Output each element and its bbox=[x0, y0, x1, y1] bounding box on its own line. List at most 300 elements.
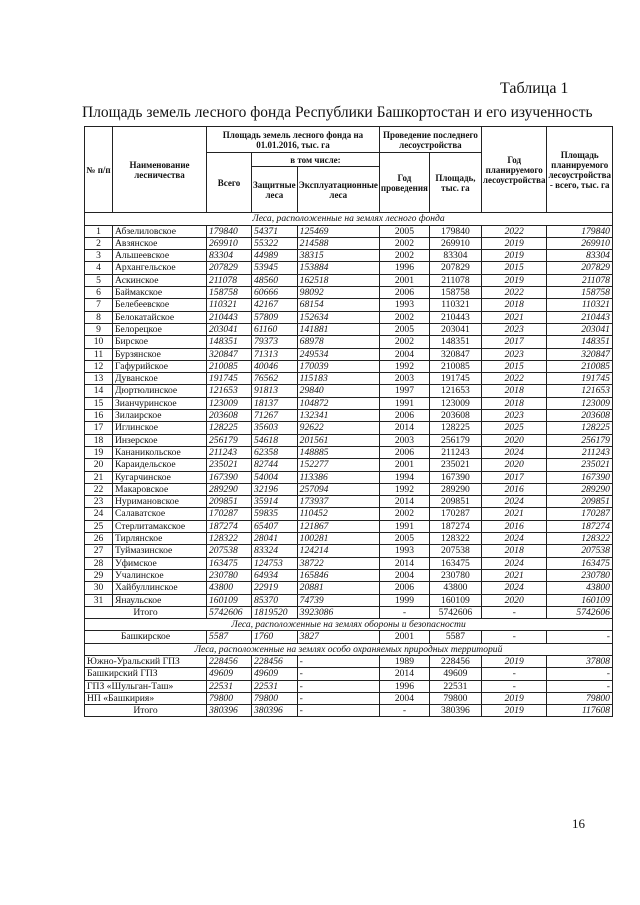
table-cell: 173937 bbox=[297, 496, 379, 508]
table-cell: 110321 bbox=[547, 299, 613, 311]
table-cell: 128225 bbox=[207, 422, 252, 434]
table-cell: 1996 bbox=[379, 680, 429, 692]
table-cell: 79800 bbox=[252, 692, 298, 704]
table-cell: 2006 bbox=[379, 582, 429, 594]
table-row bbox=[85, 237, 613, 249]
table-cell: 2001 bbox=[379, 274, 429, 286]
table-row bbox=[85, 225, 613, 237]
table-cell: 320847 bbox=[207, 348, 252, 360]
table-cell: 123009 bbox=[429, 397, 481, 409]
table-cell: 2020 bbox=[481, 594, 547, 606]
table-cell: 148351 bbox=[429, 336, 481, 348]
table-row bbox=[85, 705, 613, 717]
table-cell: 160109 bbox=[207, 594, 252, 606]
table-cell: 170287 bbox=[207, 508, 252, 520]
table-cell: 16 bbox=[85, 410, 113, 422]
table-cell: 2018 bbox=[481, 397, 547, 409]
table-cell: 207829 bbox=[207, 262, 252, 274]
table-cell: 209851 bbox=[429, 496, 481, 508]
table-cell: Янаульское bbox=[113, 594, 207, 606]
table-cell: 20 bbox=[85, 459, 113, 471]
table-cell: 44989 bbox=[252, 250, 298, 262]
table-cell: Абзелиловское bbox=[113, 225, 207, 237]
table-cell: 2014 bbox=[379, 557, 429, 569]
table-cell: 27 bbox=[85, 545, 113, 557]
table-cell: 6 bbox=[85, 287, 113, 299]
table-cell: 2002 bbox=[379, 336, 429, 348]
table-row bbox=[85, 533, 613, 545]
table-cell: - bbox=[547, 680, 613, 692]
table-cell: 121653 bbox=[547, 385, 613, 397]
table-cell: 203041 bbox=[547, 323, 613, 335]
table-cell: 2014 bbox=[379, 496, 429, 508]
table-cell: Дюртюлинское bbox=[113, 385, 207, 397]
table-cell: 269910 bbox=[207, 237, 252, 249]
table-cell: 209851 bbox=[547, 496, 613, 508]
table-cell: 203608 bbox=[547, 410, 613, 422]
table-cell: 2015 bbox=[481, 360, 547, 372]
table-cell: 128322 bbox=[547, 533, 613, 545]
table-cell: 289290 bbox=[207, 483, 252, 495]
table-cell: 148885 bbox=[297, 446, 379, 458]
table-cell: - bbox=[297, 655, 379, 667]
table-cell: 160109 bbox=[547, 594, 613, 606]
table-cell: 2004 bbox=[379, 348, 429, 360]
table-cell: 162518 bbox=[297, 274, 379, 286]
table-cell: 211078 bbox=[207, 274, 252, 286]
table-cell: 49609 bbox=[252, 668, 298, 680]
table-cell: 210443 bbox=[547, 311, 613, 323]
table-cell: 2019 bbox=[481, 655, 547, 667]
table-cell: Аскинское bbox=[113, 274, 207, 286]
table-cell: 210443 bbox=[207, 311, 252, 323]
table-cell: 85370 bbox=[252, 594, 298, 606]
table-cell: Нуримановское bbox=[113, 496, 207, 508]
table-row bbox=[85, 655, 613, 667]
table-cell: 13 bbox=[85, 373, 113, 385]
table-cell: 38722 bbox=[297, 557, 379, 569]
table-cell: 79800 bbox=[429, 692, 481, 704]
table-cell: 124214 bbox=[297, 545, 379, 557]
table-cell: 1760 bbox=[252, 631, 298, 643]
table-cell: Архангельское bbox=[113, 262, 207, 274]
table-cell: 228456 bbox=[252, 655, 298, 667]
header-year: Год проведения bbox=[379, 153, 429, 213]
table-cell: 14 bbox=[85, 385, 113, 397]
table-cell: Баймакское bbox=[113, 287, 207, 299]
table-cell: 20881 bbox=[297, 582, 379, 594]
table-cell: 76562 bbox=[252, 373, 298, 385]
table-cell: 187274 bbox=[547, 520, 613, 532]
table-cell: 2017 bbox=[481, 336, 547, 348]
table-cell: 2006 bbox=[379, 410, 429, 422]
table-cell: 2020 bbox=[481, 459, 547, 471]
table-cell: Стерлитамакское bbox=[113, 520, 207, 532]
table-cell: 228456 bbox=[429, 655, 481, 667]
table-cell: - bbox=[297, 705, 379, 717]
table-row bbox=[85, 668, 613, 680]
table-cell: 1989 bbox=[379, 655, 429, 667]
table-cell: 7 bbox=[85, 299, 113, 311]
table-cell: 1991 bbox=[379, 520, 429, 532]
table-cell: 2024 bbox=[481, 496, 547, 508]
table-cell: 207829 bbox=[547, 262, 613, 274]
table-cell: 2025 bbox=[481, 422, 547, 434]
table-cell: 211243 bbox=[429, 446, 481, 458]
table-cell: 61160 bbox=[252, 323, 298, 335]
table-cell: 2005 bbox=[379, 323, 429, 335]
table-cell: 2022 bbox=[481, 373, 547, 385]
table-cell: 2024 bbox=[481, 582, 547, 594]
table-cell: 62358 bbox=[252, 446, 298, 458]
table-cell: Итого bbox=[85, 606, 207, 618]
table-cell: 113386 bbox=[297, 471, 379, 483]
table-cell: 2019 bbox=[481, 705, 547, 717]
table-cell: 152277 bbox=[297, 459, 379, 471]
table-cell: 121653 bbox=[207, 385, 252, 397]
table-row bbox=[85, 594, 613, 606]
table-cell: 110321 bbox=[429, 299, 481, 311]
header-name: Наименование лесничества bbox=[113, 127, 207, 213]
table-cell: - bbox=[481, 668, 547, 680]
table-cell: - bbox=[547, 668, 613, 680]
table-cell: 2020 bbox=[481, 434, 547, 446]
table-cell: Макаровское bbox=[113, 483, 207, 495]
table-cell: 211078 bbox=[429, 274, 481, 286]
table-cell: 5742606 bbox=[429, 606, 481, 618]
table-cell: 235021 bbox=[429, 459, 481, 471]
table-cell: 191745 bbox=[207, 373, 252, 385]
table-cell: 2003 bbox=[379, 373, 429, 385]
table-cell: 110321 bbox=[207, 299, 252, 311]
table-cell: 59835 bbox=[252, 508, 298, 520]
table-cell: 2006 bbox=[379, 446, 429, 458]
table-cell: 5 bbox=[85, 274, 113, 286]
table-cell: 2014 bbox=[379, 668, 429, 680]
table-cell: 25 bbox=[85, 520, 113, 532]
table-row bbox=[85, 397, 613, 409]
table-row bbox=[85, 262, 613, 274]
table-cell: 2018 bbox=[481, 385, 547, 397]
table-cell: - bbox=[481, 680, 547, 692]
table-cell: Итого bbox=[85, 705, 207, 717]
table-cell: Иглинское bbox=[113, 422, 207, 434]
table-cell: 115183 bbox=[297, 373, 379, 385]
table-row bbox=[85, 557, 613, 569]
table-cell: 2 bbox=[85, 237, 113, 249]
table-cell: 15 bbox=[85, 397, 113, 409]
table-cell: 228456 bbox=[207, 655, 252, 667]
table-cell: 12 bbox=[85, 360, 113, 372]
table-cell: 74739 bbox=[297, 594, 379, 606]
table-row bbox=[85, 299, 613, 311]
table-cell: 179840 bbox=[547, 225, 613, 237]
table-cell: 83304 bbox=[429, 250, 481, 262]
table-cell: 18 bbox=[85, 434, 113, 446]
table-cell: 98092 bbox=[297, 287, 379, 299]
table-cell: 235021 bbox=[207, 459, 252, 471]
header-area-group: Площадь земель лесного фонда на 01.01.2016, тыс. га bbox=[207, 127, 380, 153]
table-cell: Зилаирское bbox=[113, 410, 207, 422]
table-cell: 148351 bbox=[547, 336, 613, 348]
table-cell: - bbox=[379, 606, 429, 618]
table-cell: 152634 bbox=[297, 311, 379, 323]
table-cell: 1993 bbox=[379, 545, 429, 557]
table-cell: 2024 bbox=[481, 446, 547, 458]
table-row bbox=[85, 496, 613, 508]
table-cell: 1993 bbox=[379, 299, 429, 311]
table-row bbox=[85, 422, 613, 434]
table-cell: 43800 bbox=[547, 582, 613, 594]
table-cell: 158758 bbox=[207, 287, 252, 299]
table-cell: Кугарчинское bbox=[113, 471, 207, 483]
table-cell: - bbox=[297, 680, 379, 692]
table-row bbox=[85, 323, 613, 335]
header-planned-year: Год планируемого лесоустройства bbox=[481, 127, 547, 213]
table-cell: 30 bbox=[85, 582, 113, 594]
table-cell: Дуванское bbox=[113, 373, 207, 385]
table-row bbox=[85, 348, 613, 360]
table-cell: 2015 bbox=[481, 262, 547, 274]
table-cell: Леса, расположенные на землях особо охраняемых природных территорий bbox=[85, 643, 613, 655]
table-cell: - bbox=[379, 705, 429, 717]
table-cell: 257094 bbox=[297, 483, 379, 495]
header-planned-area: Площадь планируемого лесоустройства - всего, тыс. га bbox=[547, 127, 613, 213]
table-row bbox=[85, 250, 613, 262]
table-cell: 163475 bbox=[547, 557, 613, 569]
table-cell: 2019 bbox=[481, 250, 547, 262]
table-cell: 207538 bbox=[547, 545, 613, 557]
header-total: Всего bbox=[207, 153, 252, 213]
table-cell: - bbox=[297, 668, 379, 680]
table-cell: 49609 bbox=[429, 668, 481, 680]
table-row bbox=[85, 692, 613, 704]
table-cell: 158758 bbox=[547, 287, 613, 299]
table-cell: 29 bbox=[85, 569, 113, 581]
table-cell: 32196 bbox=[252, 483, 298, 495]
table-cell: Авзянское bbox=[113, 237, 207, 249]
table-cell: Зианчуринское bbox=[113, 397, 207, 409]
table-cell: 170287 bbox=[547, 508, 613, 520]
table-cell: 163475 bbox=[207, 557, 252, 569]
table-cell: 1996 bbox=[379, 262, 429, 274]
table-cell: 123009 bbox=[547, 397, 613, 409]
table-cell: 104872 bbox=[297, 397, 379, 409]
table-row bbox=[85, 471, 613, 483]
header-num: № п/п bbox=[85, 127, 113, 213]
table-cell: 65407 bbox=[252, 520, 298, 532]
table-cell: 163475 bbox=[429, 557, 481, 569]
table-cell: 2021 bbox=[481, 569, 547, 581]
table-cell: 22531 bbox=[252, 680, 298, 692]
table-cell: 2023 bbox=[481, 348, 547, 360]
table-cell: Туймазинское bbox=[113, 545, 207, 557]
table-cell: 132341 bbox=[297, 410, 379, 422]
table-row bbox=[85, 360, 613, 372]
table-cell: 380396 bbox=[252, 705, 298, 717]
table-cell: 5742606 bbox=[547, 606, 613, 618]
table-cell: Белебеевское bbox=[113, 299, 207, 311]
table-cell: 35603 bbox=[252, 422, 298, 434]
table-cell: 1819520 bbox=[252, 606, 298, 618]
table-cell: 2002 bbox=[379, 237, 429, 249]
table-cell: 1991 bbox=[379, 397, 429, 409]
table-cell: 2004 bbox=[379, 569, 429, 581]
table-cell: 2002 bbox=[379, 250, 429, 262]
table-cell: 2003 bbox=[379, 434, 429, 446]
table-cell: 170287 bbox=[429, 508, 481, 520]
table-cell: 1997 bbox=[379, 385, 429, 397]
table-cell: 110452 bbox=[297, 508, 379, 520]
table-cell: 209851 bbox=[207, 496, 252, 508]
table-cell: 191745 bbox=[429, 373, 481, 385]
table-cell: 83304 bbox=[547, 250, 613, 262]
table-cell: 230780 bbox=[547, 569, 613, 581]
table-cell: 2017 bbox=[481, 471, 547, 483]
table-cell: 17 bbox=[85, 422, 113, 434]
table-cell: Гафурийское bbox=[113, 360, 207, 372]
table-cell: 83324 bbox=[252, 545, 298, 557]
table-cell: 201561 bbox=[297, 434, 379, 446]
table-cell: 2024 bbox=[481, 533, 547, 545]
table-cell: 380396 bbox=[429, 705, 481, 717]
table-cell: 68154 bbox=[297, 299, 379, 311]
table-cell: 249534 bbox=[297, 348, 379, 360]
table-cell: Белокатайское bbox=[113, 311, 207, 323]
table-cell: 179840 bbox=[429, 225, 481, 237]
table-cell: 3923086 bbox=[297, 606, 379, 618]
table-cell: Башкирское bbox=[85, 631, 207, 643]
table-cell: 187274 bbox=[429, 520, 481, 532]
table-cell: - bbox=[297, 692, 379, 704]
table-cell: 187274 bbox=[207, 520, 252, 532]
table-cell: 148351 bbox=[207, 336, 252, 348]
table-cell: 2018 bbox=[481, 545, 547, 557]
table-cell: 2016 bbox=[481, 520, 547, 532]
table-cell: 43800 bbox=[207, 582, 252, 594]
table-row bbox=[85, 287, 613, 299]
table-cell: 2021 bbox=[481, 311, 547, 323]
forest-fund-table bbox=[84, 126, 613, 717]
table-cell: 1992 bbox=[379, 483, 429, 495]
table-cell: 2005 bbox=[379, 225, 429, 237]
table-cell: - bbox=[481, 606, 547, 618]
table-cell: 26 bbox=[85, 533, 113, 545]
table-cell: 53945 bbox=[252, 262, 298, 274]
table-cell: 230780 bbox=[207, 569, 252, 581]
table-cell: 1 bbox=[85, 225, 113, 237]
page-number: 16 bbox=[572, 816, 585, 831]
table-cell: 24 bbox=[85, 508, 113, 520]
table-cell: 55322 bbox=[252, 237, 298, 249]
page-title: Площадь земель лесного фонда Республики Башкортостан и его изученность bbox=[82, 104, 593, 121]
table-cell: 141881 bbox=[297, 323, 379, 335]
table-cell: 191745 bbox=[547, 373, 613, 385]
section-row bbox=[85, 213, 613, 225]
table-cell: Южно-Уральский ГПЗ bbox=[85, 655, 207, 667]
table-label: Таблица 1 bbox=[500, 80, 569, 97]
table-cell: 179840 bbox=[207, 225, 252, 237]
table-cell: 60666 bbox=[252, 287, 298, 299]
table-cell: 207538 bbox=[429, 545, 481, 557]
table-cell: 128322 bbox=[207, 533, 252, 545]
table-cell: 210085 bbox=[547, 360, 613, 372]
table-cell: 19 bbox=[85, 446, 113, 458]
table-cell: 2019 bbox=[481, 692, 547, 704]
table-cell: 1992 bbox=[379, 360, 429, 372]
table-cell: 37808 bbox=[547, 655, 613, 667]
table-row bbox=[85, 459, 613, 471]
table-cell: 2023 bbox=[481, 410, 547, 422]
table-cell: 121653 bbox=[429, 385, 481, 397]
table-cell: Тирлянское bbox=[113, 533, 207, 545]
table-cell: 22531 bbox=[429, 680, 481, 692]
table-cell: 269910 bbox=[547, 237, 613, 249]
table-cell: Инзерское bbox=[113, 434, 207, 446]
table-row bbox=[85, 680, 613, 692]
table-cell: 22531 bbox=[207, 680, 252, 692]
table-cell: 35914 bbox=[252, 496, 298, 508]
table-cell: Хайбуллинское bbox=[113, 582, 207, 594]
table-cell: 2019 bbox=[481, 274, 547, 286]
table-cell: Леса, расположенные на землях лесного фонда bbox=[85, 213, 613, 225]
table-cell: 165846 bbox=[297, 569, 379, 581]
table-row bbox=[85, 631, 613, 643]
table-row bbox=[85, 483, 613, 495]
table-cell: 22919 bbox=[252, 582, 298, 594]
table-cell: 79800 bbox=[207, 692, 252, 704]
table-cell: 2006 bbox=[379, 287, 429, 299]
table-cell: 38315 bbox=[297, 250, 379, 262]
table-cell: 269910 bbox=[429, 237, 481, 249]
table-cell: 2002 bbox=[379, 311, 429, 323]
table-cell: НП «Башкирия» bbox=[85, 692, 207, 704]
table-cell: 1999 bbox=[379, 594, 429, 606]
table-cell: 49609 bbox=[207, 668, 252, 680]
table-cell: 160109 bbox=[429, 594, 481, 606]
table-cell: 5742606 bbox=[207, 606, 252, 618]
table-cell: 29840 bbox=[297, 385, 379, 397]
table-cell: 256179 bbox=[429, 434, 481, 446]
table-cell: 9 bbox=[85, 323, 113, 335]
table-cell: 289290 bbox=[547, 483, 613, 495]
table-cell: - bbox=[547, 631, 613, 643]
table-cell: 91813 bbox=[252, 385, 298, 397]
table-cell: 23 bbox=[85, 496, 113, 508]
header-survey-group: Проведение последнего лесоустройства bbox=[379, 127, 481, 153]
table-cell: 2001 bbox=[379, 631, 429, 643]
table-row bbox=[85, 569, 613, 581]
table-cell: 128225 bbox=[429, 422, 481, 434]
table-cell: 2023 bbox=[481, 323, 547, 335]
table-row bbox=[85, 385, 613, 397]
table-cell: 210443 bbox=[429, 311, 481, 323]
table-cell: 40046 bbox=[252, 360, 298, 372]
table-cell: 48560 bbox=[252, 274, 298, 286]
header-exploitation: Эксплуатационные леса bbox=[297, 167, 379, 213]
table-cell: Белорецкое bbox=[113, 323, 207, 335]
table-cell: Кананикольское bbox=[113, 446, 207, 458]
table-cell: 79800 bbox=[547, 692, 613, 704]
section-row bbox=[85, 619, 613, 631]
table-cell: 57809 bbox=[252, 311, 298, 323]
table-cell: 68978 bbox=[297, 336, 379, 348]
table-cell: 123009 bbox=[207, 397, 252, 409]
table-cell: 121867 bbox=[297, 520, 379, 532]
table-cell: Альшеевское bbox=[113, 250, 207, 262]
table-row bbox=[85, 446, 613, 458]
table-cell: Башкирский ГПЗ bbox=[85, 668, 207, 680]
